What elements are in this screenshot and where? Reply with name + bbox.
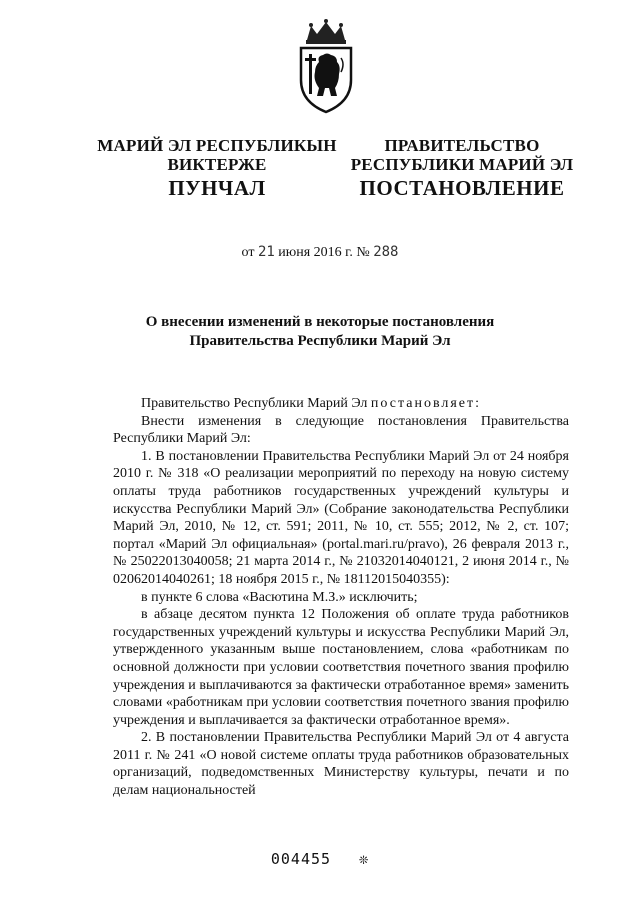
document-title bbox=[100, 313, 540, 351]
body-paragraph-1: Внести изменения в следующие постановления Правительства Республики Марий Эл: bbox=[113, 413, 569, 447]
body-paragraph-4: в абзаце десятом пункта 12 Положения об оплате труда работников государственных учреждений культуры и искусства Республики Марий Эл, утвержденного указанным выше постановлением, слова «работникам по основной должности при условии соответствия почетного звания профилю учреждения и выплачиваются за фактически отработанное время» заменить словами «работникам при условии соответствия почетного звания профилю учреждения и выплачивается за фактически отработанное время». bbox=[113, 607, 569, 728]
dateline bbox=[0, 244, 640, 261]
header-right-line1: ПРАВИТЕЛЬСТВО bbox=[384, 136, 540, 155]
dateline-day: 21 bbox=[257, 244, 275, 260]
document-body bbox=[113, 395, 569, 800]
intro-paragraph bbox=[113, 395, 569, 413]
header-right-block bbox=[342, 136, 582, 174]
header-left-line2: ВИКТЕРЖЕ bbox=[167, 155, 267, 174]
intro-subject: Правительство Республики Марий Эл bbox=[141, 396, 368, 411]
body-paragraph-3: в пункте 6 слова «Васютина М.З.» исключить; bbox=[141, 589, 418, 605]
footer-mark-icon: ❊ bbox=[359, 850, 370, 868]
body-paragraph-2: 1. В постановлении Правительства Республики Марий Эл от 24 ноября 2010 г. № 318 «О реализации мероприятий по переходу на новую систему оплаты труда работников государственных учреждений культуры и искусства Республики Марий Эл» (Собрание законодательства Республики Марий Эл, 2010, № 12, ст. 591; 2011, № 10, ст. 555; 2012, № 2, ст. 107; портал «Марий Эл официальная» (portal.mari.ru/pravo), 26 февраля 2013 г., № 25022013040058; 21 марта 2014 г., № 21032014040121, 2 июня 2014 г., № 02062014040261; 18 ноября 2015 г., № 18112015040355): bbox=[113, 448, 569, 587]
header-right-line2: РЕСПУБЛИКИ МАРИЙ ЭЛ bbox=[350, 155, 574, 174]
coat-of-arms-emblem bbox=[297, 18, 355, 114]
doc-type-mari: ПУНЧАЛ bbox=[168, 176, 266, 200]
header-left-line1: МАРИЙ ЭЛ РЕСПУБЛИКЫН bbox=[97, 136, 337, 155]
dateline-month-year: июня 2016 г. № bbox=[278, 245, 370, 260]
dateline-number: 288 bbox=[373, 244, 399, 260]
serial-number: 004455 bbox=[270, 850, 332, 868]
document-title-line1: О внесении изменений в некоторые постановления bbox=[145, 314, 495, 330]
doc-type-russian: ПОСТАНОВЛЕНИЕ bbox=[359, 176, 565, 200]
dateline-prefix: от bbox=[241, 245, 255, 260]
intro-verb: постановляет: bbox=[370, 396, 482, 411]
header-left-block bbox=[92, 136, 342, 174]
document-title-line2: Правительства Республики Марий Эл bbox=[189, 333, 451, 349]
footer-serial-block bbox=[0, 850, 640, 868]
body-paragraph-5: 2. В постановлении Правительства Республики Марий Эл от 4 августа 2011 г. № 241 «О новой системе оплаты труда работников образовательных организаций, подведомственных Министерству культуры, печати и по делам национальностей bbox=[113, 730, 569, 799]
